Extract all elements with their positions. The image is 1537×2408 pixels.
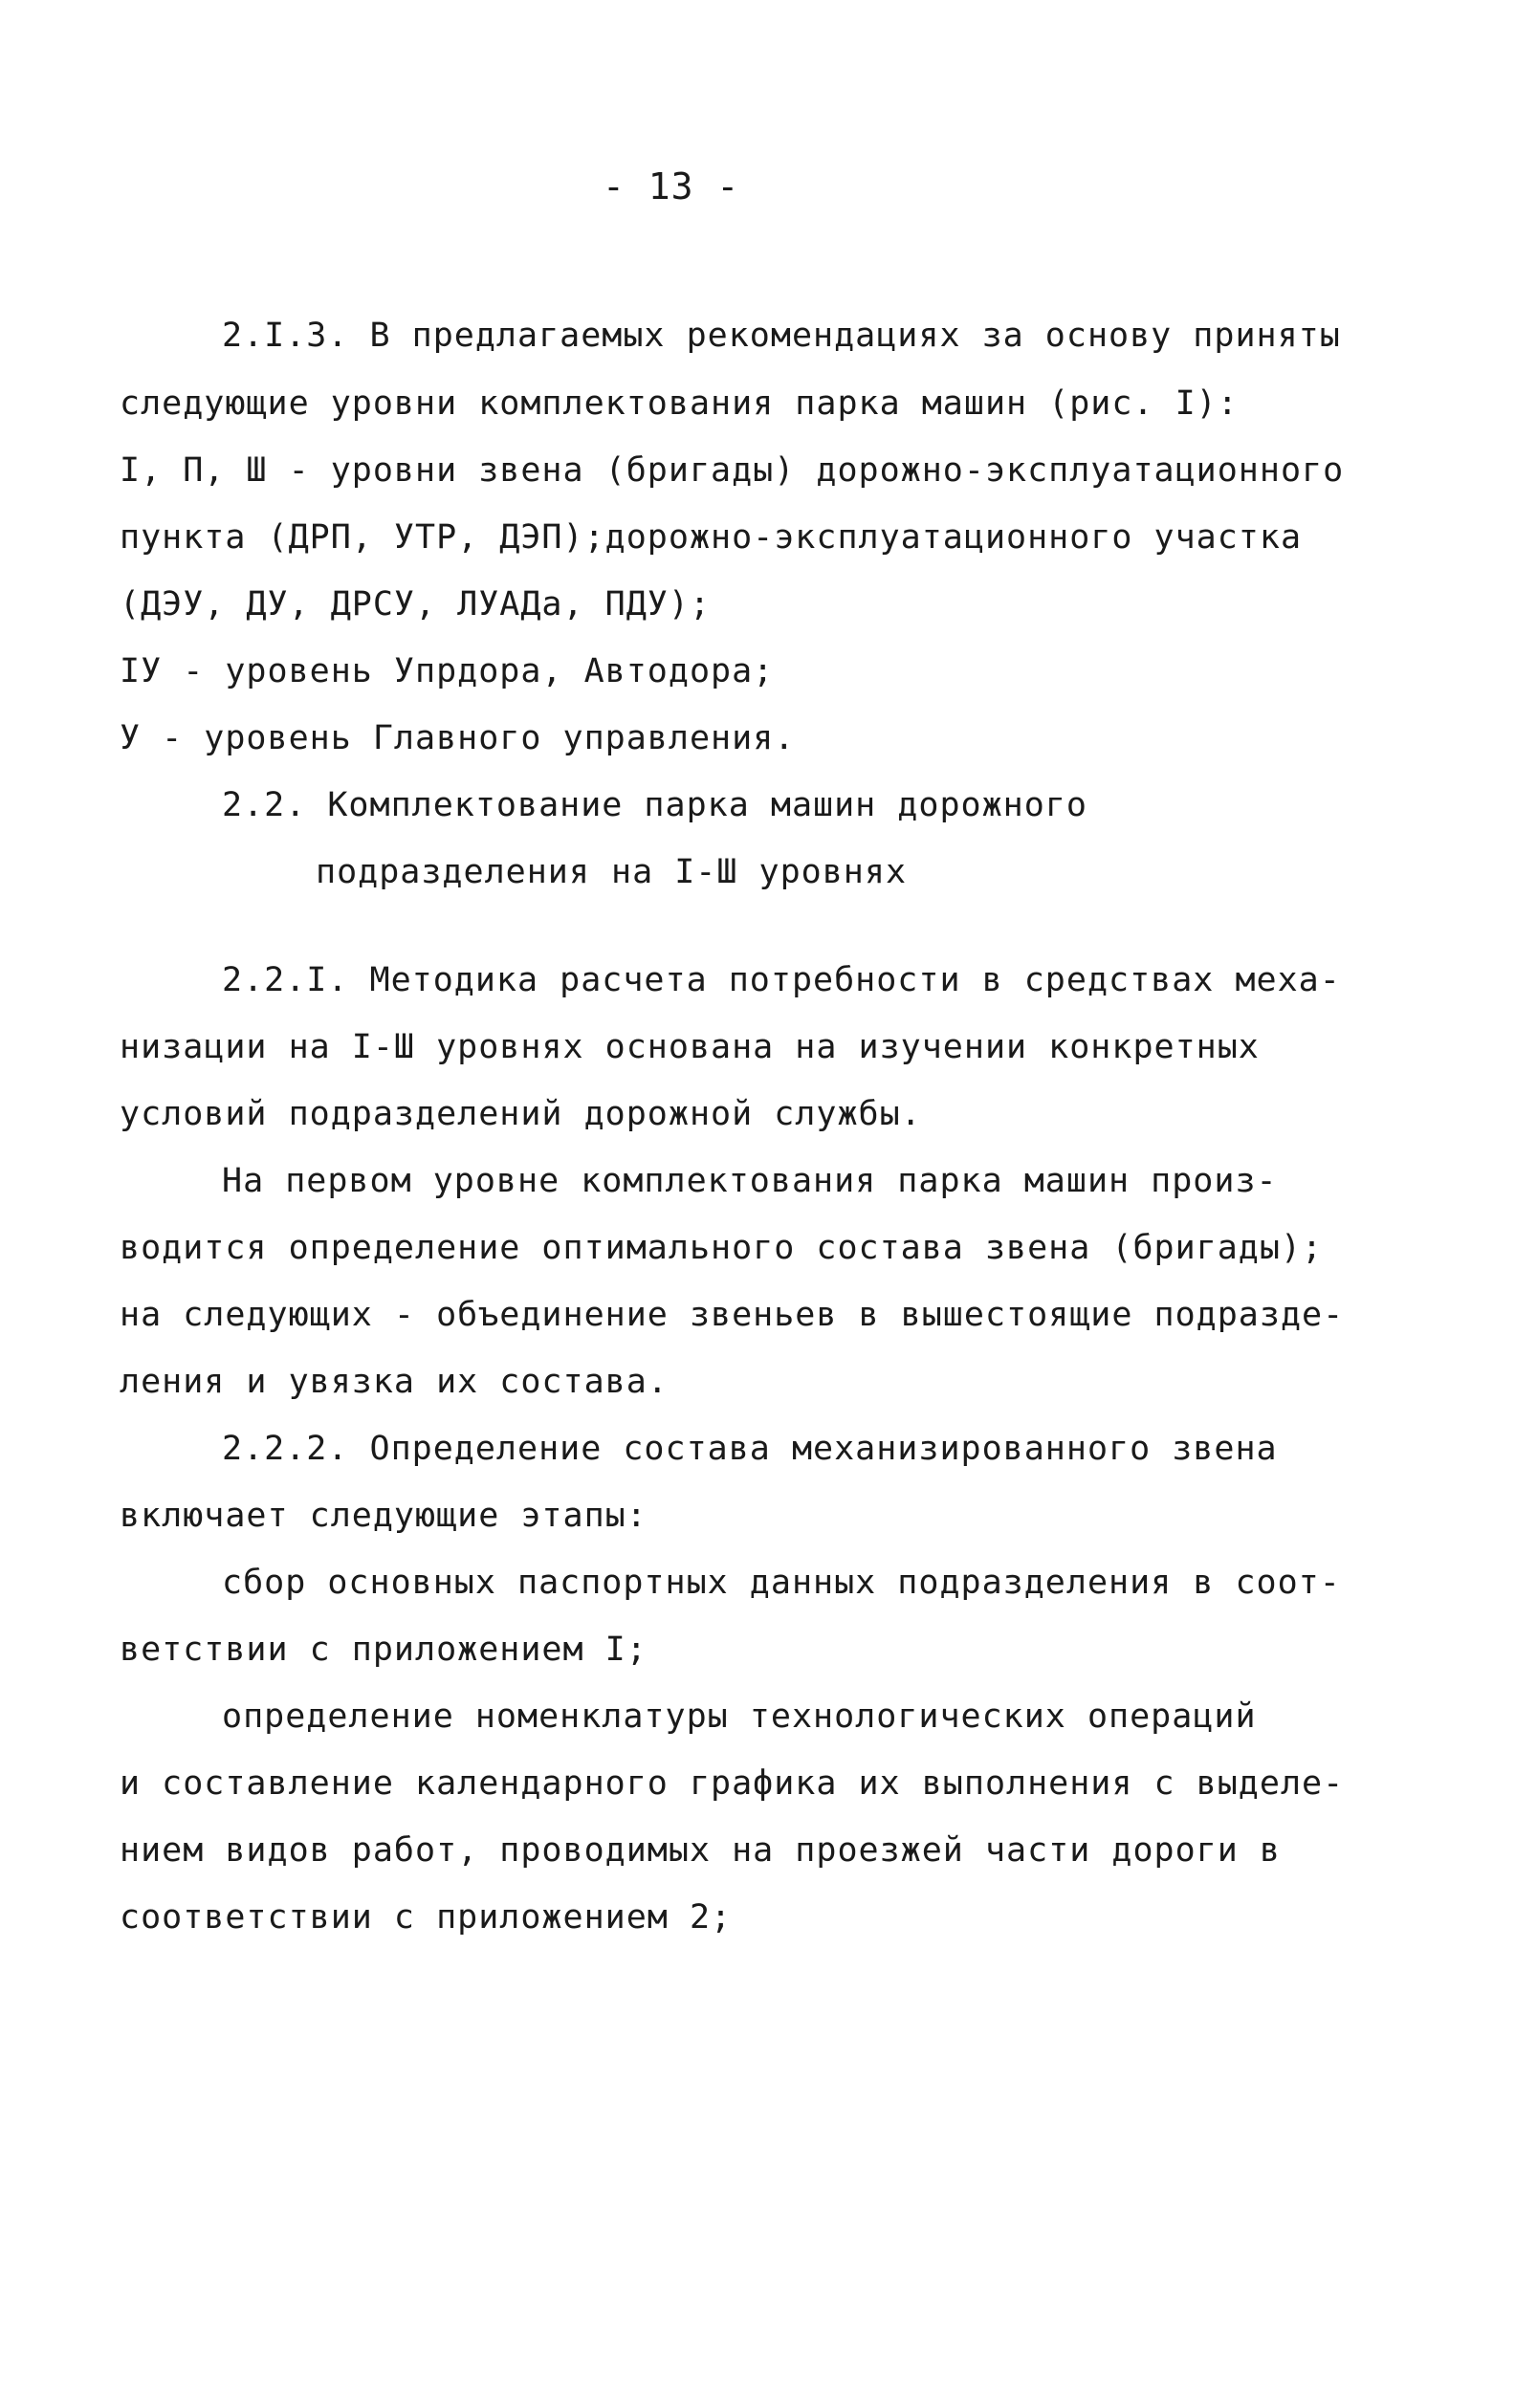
text-line: сбор основных паспортных данных подразделения в соот- — [222, 1564, 1341, 1602]
text-line: 2.I.3. В предлагаемых рекомендациях за основу приняты — [222, 317, 1341, 355]
text-line: включает следующие этапы: — [120, 1497, 648, 1535]
text-line: водится определение оптимального состава звена (бригады); — [120, 1229, 1324, 1267]
text-line: У - уровень Главного управления. — [120, 719, 796, 757]
text-line: пункта (ДРП, УТР, ДЭП);дорожно-эксплуатационного участка — [120, 518, 1303, 557]
text-line: ления и увязка их состава. — [120, 1363, 669, 1401]
text-line: (ДЭУ, ДУ, ДРСУ, ЛУАДа, ПДУ); — [120, 585, 712, 624]
text-line: соответствии с приложением 2; — [120, 1898, 733, 1937]
text-line: На первом уровне комплектования парка машин произ- — [222, 1162, 1278, 1200]
text-line: 2.2.I. Методика расчета потребности в средствах меха- — [222, 961, 1341, 999]
text-line: ветствии с приложением I; — [120, 1631, 648, 1669]
text-line: следующие уровни комплектования парка машин (рис. I): — [120, 384, 1239, 423]
text-line: I, П, Ш - уровни звена (бригады) дорожно-эксплуатационного — [120, 451, 1345, 490]
text-line: и составление календарного графика их выполнения с выделе- — [120, 1764, 1345, 1803]
section-heading: 2.2. Комплектование парка машин дорожного — [222, 786, 1087, 824]
text-line: 2.2.2. Определение состава механизированного звена — [222, 1430, 1278, 1468]
page-number: - 13 - — [603, 165, 740, 208]
text-line: на следующих - объединение звеньев в вышестоящие подразде- — [120, 1296, 1345, 1334]
text-line: нием видов работ, проводимых на проезжей части дороги в — [120, 1831, 1281, 1870]
section-heading: подразделения на I-Ш уровнях — [316, 853, 908, 891]
text-line: IУ - уровень Упрдора, Автодора; — [120, 652, 775, 690]
text-line: условий подразделений дорожной службы. — [120, 1095, 922, 1133]
text-line: определение номенклатуры технологических операций — [222, 1697, 1257, 1736]
text-line: низации на I-Ш уровнях основана на изучении конкретных — [120, 1028, 1260, 1066]
